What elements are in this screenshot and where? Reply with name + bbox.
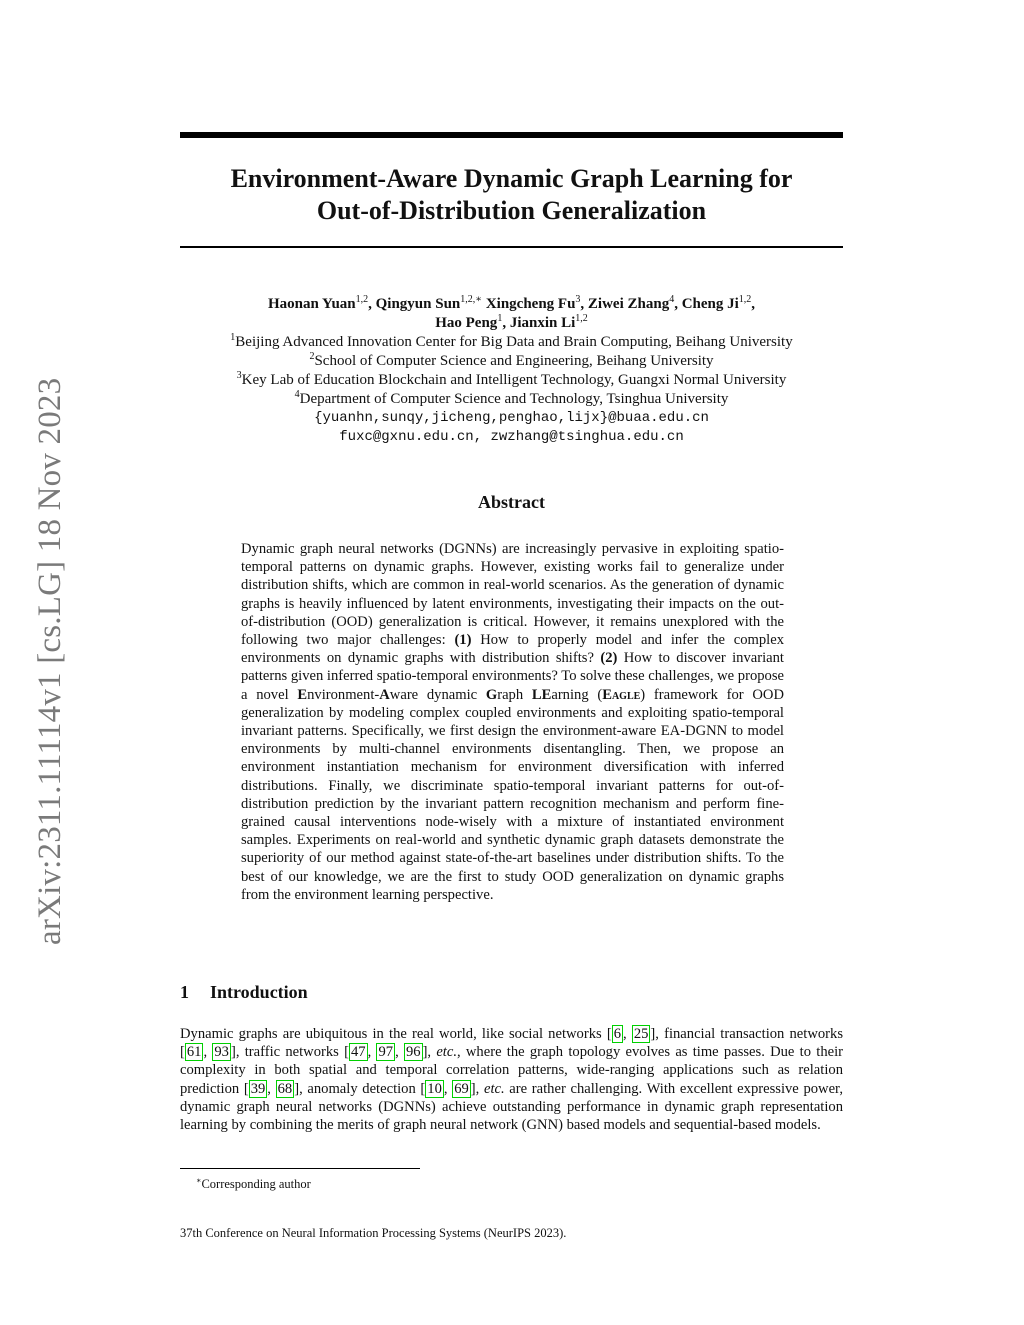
affiliation-mark: 3 [236,370,242,381]
affiliation [180,352,843,371]
footnote-text: Corresponding author [201,1177,311,1192]
challenge-label: (1) [454,632,472,649]
intro-segment: ], traffic networks [ [230,1044,349,1061]
title-line-2: Out-of-Distribution Generalization [316,196,707,225]
acronym-letter: LE [531,686,552,703]
abstract-segment: ware dynamic [389,686,486,703]
title-line-1: Environment-Aware Dynamic Graph Learning for [230,164,793,193]
author-name: Hao Peng [435,315,498,331]
author-affiliation-mark: 1,2 [355,294,369,305]
author-name: Qingyun Sun [375,296,461,312]
acronym-letter: G [485,686,498,703]
abstract-text [241,540,784,904]
footnote [196,1173,311,1192]
abstract-segment: ) framework for OOD generalization by modeling complex coupled environments and exploiting spatio-temporal invariant patterns. Specifically, we first design the environment-aware EA-DGNN to model environments by multi-channel environments disentangling. Then, we propose an environment instantiation mechanism for environment diversification with inferred distributions. Finally, we discriminate spatio-temporal invariant patterns for out-of-distribution prediction by the invariant pattern recognition mechanism and perform fine-grained causal interventions node-wisely with a mixture of instantiated environment samples. Experiments on real-world and synthetic dynamic graph datasets demonstrate the superiority of our method against state-of-the-art baselines under distribution shifts. To the best of our knowledge, we are the first to study OOD generalization on dynamic graphs from the environment learning perspective. [241,686,784,903]
intro-italic: etc. [436,1044,457,1061]
citation-link[interactable]: 97 [378,1044,394,1061]
author-affiliation-mark: 3 [575,294,581,305]
affiliation-text: Department of Computer Science and Technology, Tsinghua University [299,391,729,407]
author-affiliation-mark: 1,2,∗ [460,294,483,305]
abstract-segment: nvironment- [307,686,380,703]
intro-italic: etc. [483,1080,505,1097]
section-heading-introduction [180,982,843,1003]
affiliation-text: School of Computer Science and Engineering, Beihang University [314,353,714,369]
author-affiliation-mark: 1,2 [738,294,752,305]
method-name: Eagle [602,686,641,703]
intro-segment: are rather challenging. With excellent expressive power, dynamic graph neural networks (DGNNs) achieve outstanding performance in dynamic graph representation learning by combining the merits of graph neural network (GNN) based models and sequential-based models. [180,1080,843,1134]
intro-segment: ], [470,1080,484,1097]
citation-link[interactable]: 10 [427,1080,442,1097]
author-name: Cheng Ji [681,296,739,312]
email-line: {yuanhn,sunqy,jicheng,penghao,lijx}@buaa.edu.cn [314,410,709,426]
author-names: Haonan Yuan$^{1,2}$, Qingyun Sun$^{1,2,∗}$ Xingcheng Fu$^3$, Ziwei Zhang$^4$, Cheng Ji$^{1,2}$, Hao Peng$^1$, Jianxin Li$^{1,2}$ [267,294,756,331]
venue-note: 37th Conference on Neural Information Processing Systems (NeurIPS 2023). [180,1226,567,1240]
footnote-mark: ∗ [196,1176,202,1185]
challenge-label: (2) [600,650,618,667]
affiliation-mark: 4 [294,389,300,400]
intro-segment: ], anomaly detection [ [294,1080,426,1097]
footnote-rule [180,1168,420,1169]
paper-title [180,163,843,227]
affiliation-text: Beijing Advanced Innovation Center for Big Data and Brain Computing, Beihang University [235,334,793,350]
intro-segment: ], financial transaction networks [ [180,1026,844,1061]
affiliation-text: Key Lab of Education Blockchain and Intelligent Technology, Guangxi Normal University [241,372,787,388]
citation-link[interactable]: 93 [214,1044,229,1061]
citation-link[interactable]: 96 [405,1044,421,1061]
intro-segment: , where the graph topology evolves as time passes. Due to their complexity in both spatial and temporal correlation patterns, wide-ranging applications such as relation prediction [ [180,1044,844,1097]
intro-segment: Dynamic graphs are ubiquitous in the real world, like social networks [ [180,1026,612,1042]
citation-link[interactable]: 68 [277,1080,293,1097]
introduction-text: Dynamic graphs are ubiquitous in the real world, like social networks [ 6 , 25 ], financial transaction networks [ 61 , 93 ], traffic networks [ 47 , 97 , 96 ], etc., where the graph topology evolves as time passes. Due to their complexity in both spatial and temporal correlation patterns, wide-ranging applications such as relation prediction [ 39 , 68 ], anomaly detection [ 10 , 69 ], etc. are rather challenging. With excellent expressive power, dynamic graph neural networks (DGNNs) achieve outstanding performance in dynamic graph representation learning by combining the merits of graph neural network (GNN) based models and sequential-based models. [180,1026,844,1134]
email-line: fuxc@gxnu.edu.cn, zwzhang@tsinghua.edu.cn [339,429,684,445]
section-title: Introduction [210,982,308,1002]
affiliation [180,371,843,390]
author-name: Xingcheng Fu [485,296,576,312]
acronym-letter: A [379,686,390,703]
affiliation-mark: 1 [230,332,236,343]
acronym-letter: E [297,686,308,703]
abstract-segment: arning ( [551,686,603,703]
author-affiliation-mark: 1,2 [575,313,588,324]
citation-link[interactable]: 25 [633,1026,649,1042]
abstract-heading: Abstract [478,492,545,512]
citation-link[interactable]: 39 [250,1080,266,1097]
abstract-segment: raph [497,686,532,703]
arxiv-identifier: arXiv:2311.11114v1 [cs.LG] 18 Nov 2023 [32,377,68,945]
intro-segment: ], [422,1044,437,1061]
title-top-rule [180,132,843,138]
abstract-segment: How to properly model and infer the complex environments on dynamic graphs with distribution shifts? [241,632,785,667]
author-affiliation-mark: 4 [669,294,675,305]
citation-link[interactable]: 61 [186,1044,202,1061]
abstract-segment: Dynamic graph neural networks (DGNNs) are increasingly pervasive in exploiting spatio-temporal patterns on dynamic graphs. However, existing works fail to generalize under distribution shifts, which are common in real-world scenarios. As the generation of dynamic graphs is heavily influenced by latent environments, investigating their impacts on the out-of-distribution (OOD) generalization is critical. However, it remains unexplored with the following two major challenges: [241,541,784,649]
affiliation [180,390,843,409]
abstract-segment: How to discover invariant patterns given inferred spatio-temporal environments? To solve these challenges, we propose a novel [241,650,784,703]
author-name: Ziwei Zhang [587,296,670,312]
citation-link[interactable]: 6 [613,1026,621,1042]
section-number: 1 [180,982,189,1002]
affiliation [180,333,843,352]
citation-link[interactable]: 69 [454,1080,469,1097]
author-name: Jianxin Li [509,315,576,331]
affiliation-mark: 2 [309,351,315,362]
author-affiliation-mark: 1 [497,313,503,324]
title-bottom-rule [180,246,843,248]
citation-link[interactable]: 47 [350,1044,366,1061]
author-name: Haonan Yuan [267,296,356,312]
author-block [180,295,843,447]
